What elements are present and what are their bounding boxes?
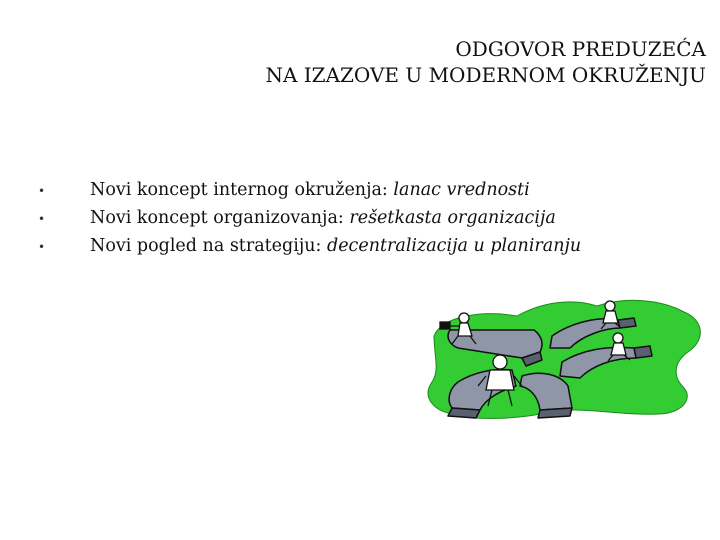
- slide-title: [106, 36, 706, 88]
- bullet-emphasis: rešetkasta organizacija: [349, 208, 556, 228]
- bullet-marker: •: [38, 212, 46, 226]
- bullet-emphasis: lanac vrednosti: [393, 180, 530, 200]
- bullet-text: Novi koncept organizovanja:: [90, 208, 344, 228]
- bullet-item: [38, 208, 581, 236]
- bullet-marker: •: [38, 240, 46, 254]
- bullet-list: [38, 180, 581, 264]
- title-line-1: ODGOVOR PREDUZEĆA: [455, 37, 706, 61]
- bullet-emphasis: decentralizacija u planiranju: [327, 236, 582, 256]
- bullet-item: [38, 180, 581, 208]
- bullet-marker: •: [38, 184, 46, 198]
- bullet-item: [38, 236, 581, 264]
- bullet-text: Novi pogled na strategiju:: [90, 236, 322, 256]
- title-line-2: NA IZAZOVE U MODERNOM OKRUŽENJU: [265, 63, 706, 87]
- people-choosing-paths-icon: [422, 296, 702, 422]
- bullet-text: Novi koncept internog okruženja:: [90, 180, 388, 200]
